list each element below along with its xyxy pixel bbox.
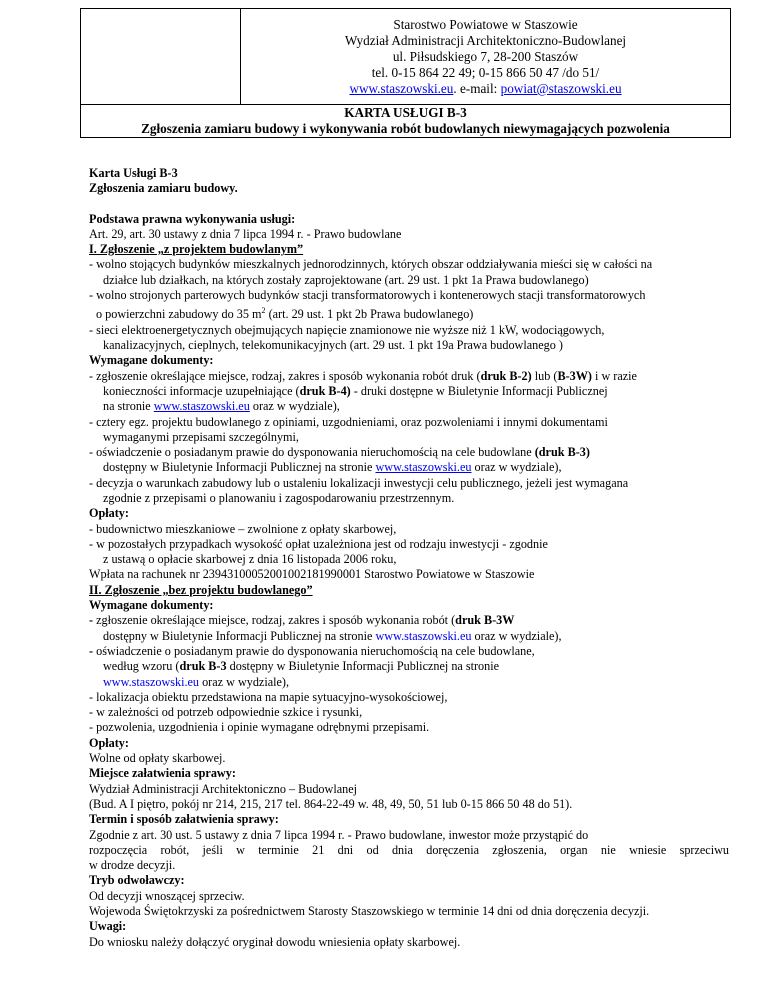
list-item: konieczności informacje uzupełniające (druk B-4) - druki dostępne w Biuletynie Informacji Publicznej — [103, 383, 608, 398]
place-heading: Miejsce załatwienia sprawy: — [89, 766, 236, 781]
department-name: Wydział Administracji Architektoniczno-Budowlanej — [344, 33, 627, 48]
card-subtitle: Zgłoszenia zamiaru budowy i wykonywania robót budowlanych niewymagających pozwolenia — [141, 121, 670, 136]
fees-text: Wolne od opłaty skarbowej. — [89, 751, 226, 766]
list-item: - budownictwo mieszkaniowe – zwolnione z opłaty skarbowej, — [89, 521, 397, 536]
legal-basis-heading: Podstawa prawna wykonywania usługi: — [89, 211, 296, 226]
list-item: na stronie www.staszowski.eu oraz w wydziale), — [103, 399, 340, 414]
bank-account: Wpłata na rachunek nr 23943100052001002181990001 Starostwo Powiatowe w Staszowie — [89, 567, 535, 582]
appeal-line: Wojewoda Świętokrzyski za pośrednictwem Starosty Staszowskiego w terminie 14 dni od dnia doręczenia decyzji. — [89, 904, 650, 919]
email-prefix: . e-mail: — [453, 81, 501, 96]
term-line: rozpoczęcia robót, jeśli w terminie 21 dni od dnia doręczenia zgłoszenia, organ nie wniesie sprzeciwu — [89, 842, 729, 857]
term-line: w drodze decyzji. — [89, 858, 176, 873]
list-item: - w zależności od potrzeb odpowiednie szkice i rysunki, — [89, 705, 363, 720]
logo-cell — [81, 9, 241, 105]
list-item: dostępny w Biuletynie Informacji Publicznej na stronie www.staszowski.eu oraz w wydziale), — [103, 460, 562, 475]
address-cell — [241, 9, 731, 105]
card-title: KARTA USŁUGI B-3 — [344, 105, 467, 120]
website-link[interactable]: www.staszowski.eu — [153, 399, 250, 414]
website-link[interactable]: www.staszowski.eu — [375, 628, 472, 643]
list-item: - oświadczenie o posiadanym prawie do dysponowania nieruchomością na cele budowlane (druk B-3) — [89, 445, 590, 460]
card-description: Zgłoszenia zamiaru budowy. — [89, 181, 238, 196]
street-address: ul. Piłsudskiego 7, 28-200 Staszów — [392, 49, 579, 64]
list-item: dostępny w Biuletynie Informacji Publicznej na stronie www.staszowski.eu oraz w wydziale), — [103, 628, 562, 643]
section-2-heading: II. Zgłoszenie „bez projektu budowlanego” — [89, 582, 313, 597]
list-item: - oświadczenie o posiadanym prawie do dysponowania nieruchomością na cele budowlane, — [89, 643, 535, 658]
list-item: według wzoru (druk B-3 dostępny w Biuletynie Informacji Publicznej na stronie — [103, 659, 500, 674]
docs-heading: Wymagane dokumenty: — [89, 598, 214, 613]
document-body — [89, 166, 729, 950]
section-1-heading: I. Zgłoszenie „z projektem budowlanym” — [89, 242, 304, 257]
website-link[interactable]: www.staszowski.eu — [349, 81, 454, 96]
email-link[interactable]: powiat@staszowski.eu — [500, 81, 622, 96]
fees-heading: Opłaty: — [89, 506, 129, 521]
list-item: - wolno stojących budynków mieszkalnych jednorodzinnych, których obszar oddziaływania mieści się w całości na — [89, 257, 653, 272]
list-item: - zgłoszenie określające miejsce, rodzaj, zakres i sposób wykonania robót (druk B-3W — [89, 613, 515, 628]
notes-heading: Uwagi: — [89, 919, 127, 934]
header-box — [80, 8, 731, 141]
list-item: zgodnie z przepisami o planowaniu i zagospodarowaniu przestrzennym. — [103, 491, 455, 505]
list-item: - zgłoszenie określające miejsce, rodzaj, zakres i sposób wykonania robót druk (druk B-2) lub (B-3W) i w razie — [89, 368, 637, 383]
legal-basis-text: Art. 29, art. 30 ustawy z dnia 7 lipca 1994 r. - Prawo budowlane — [89, 226, 402, 241]
phone-numbers: tel. 0-15 864 22 49; 0-15 866 50 47 /do 51/ — [371, 65, 600, 80]
website-link[interactable]: www.staszowski.eu — [103, 674, 200, 689]
list-item: wymaganymi przepisami szczególnymi, — [103, 429, 299, 444]
list-item: działce lub działkach, na których zostały zaprojektowane (art. 29 ust. 1 pkt 1a Prawa budowlanego) — [103, 272, 589, 287]
list-item: kanalizacyjnych, cieplnych, telekomunikacyjnych (art. 29 ust. 1 pkt 19a Prawa budowlanego ) — [103, 338, 563, 353]
list-item: - wolno strojonych parterowych budynków stacji transformatorowych i kontenerowych stacji transformatorowych — [89, 288, 646, 303]
list-item: z ustawą o opłacie skarbowej z dnia 16 listopada 2006 roku, — [103, 552, 397, 567]
website-link[interactable]: www.staszowski.eu — [375, 460, 472, 475]
fees-heading: Opłaty: — [89, 735, 129, 750]
place-line: (Bud. A I piętro, pokój nr 214, 215, 217 tel. 864-22-49 w. 48, 49, 50, 51 lub 0-15 866 50 48 do 51). — [89, 796, 573, 811]
list-item: - pozwolenia, uzgodnienia i opinie wymagane odrębnymi przepisami. — [89, 720, 430, 735]
notes-text: Do wniosku należy dołączyć oryginał dowodu wniesienia opłaty skarbowej. — [89, 934, 461, 949]
list-item: - lokalizacja obiektu przedstawiona na mapie sytuacyjno-wysokościowej, — [89, 689, 448, 704]
list-item: - decyzja o warunkach zabudowy lub o ustaleniu lokalizacji inwestycji celu publicznego, jeżeli jest wymagana — [89, 475, 629, 490]
term-line: Zgodnie z art. 30 ust. 5 ustawy z dnia 7 lipca 1994 r. - Prawo budowlane, inwestor może przystąpić do — [89, 827, 589, 842]
list-item: www.staszowski.eu oraz w wydziale), — [103, 674, 290, 689]
appeal-line: Od decyzji wnoszącej sprzeciw. — [89, 888, 245, 903]
place-line: Wydział Administracji Architektoniczno – Budowlanej — [89, 781, 358, 796]
list-item: o powierzchni zabudowy do 35 $m^2$ (art. 29 ust. 1 pkt 2b Prawa budowlanego) — [96, 306, 474, 322]
list-item: - sieci elektroenergetycznych obejmujących napięcie znamionowe nie wyższe niż 1 kW, wodociągowych, — [89, 322, 605, 337]
term-heading: Termin i sposób załatwienia sprawy: — [89, 812, 279, 827]
card-title-cell — [81, 105, 731, 138]
header-table — [80, 8, 731, 138]
contact-line — [241, 81, 730, 97]
docs-heading: Wymagane dokumenty: — [89, 353, 214, 368]
list-item: - w pozostałych przypadkach wysokość opłat uzależniona jest od rodzaju inwestycji - zgodnie — [89, 536, 548, 551]
list-item: - cztery egz. projektu budowlanego z opiniami, uzgodnieniami, oraz pozwoleniami i innymi dokumentami — [89, 414, 608, 429]
office-name: Starostwo Powiatowe w Staszowie — [393, 17, 578, 32]
card-label: Karta Usługi B-3 — [89, 166, 178, 180]
appeal-heading: Tryb odwoławczy: — [89, 873, 185, 888]
